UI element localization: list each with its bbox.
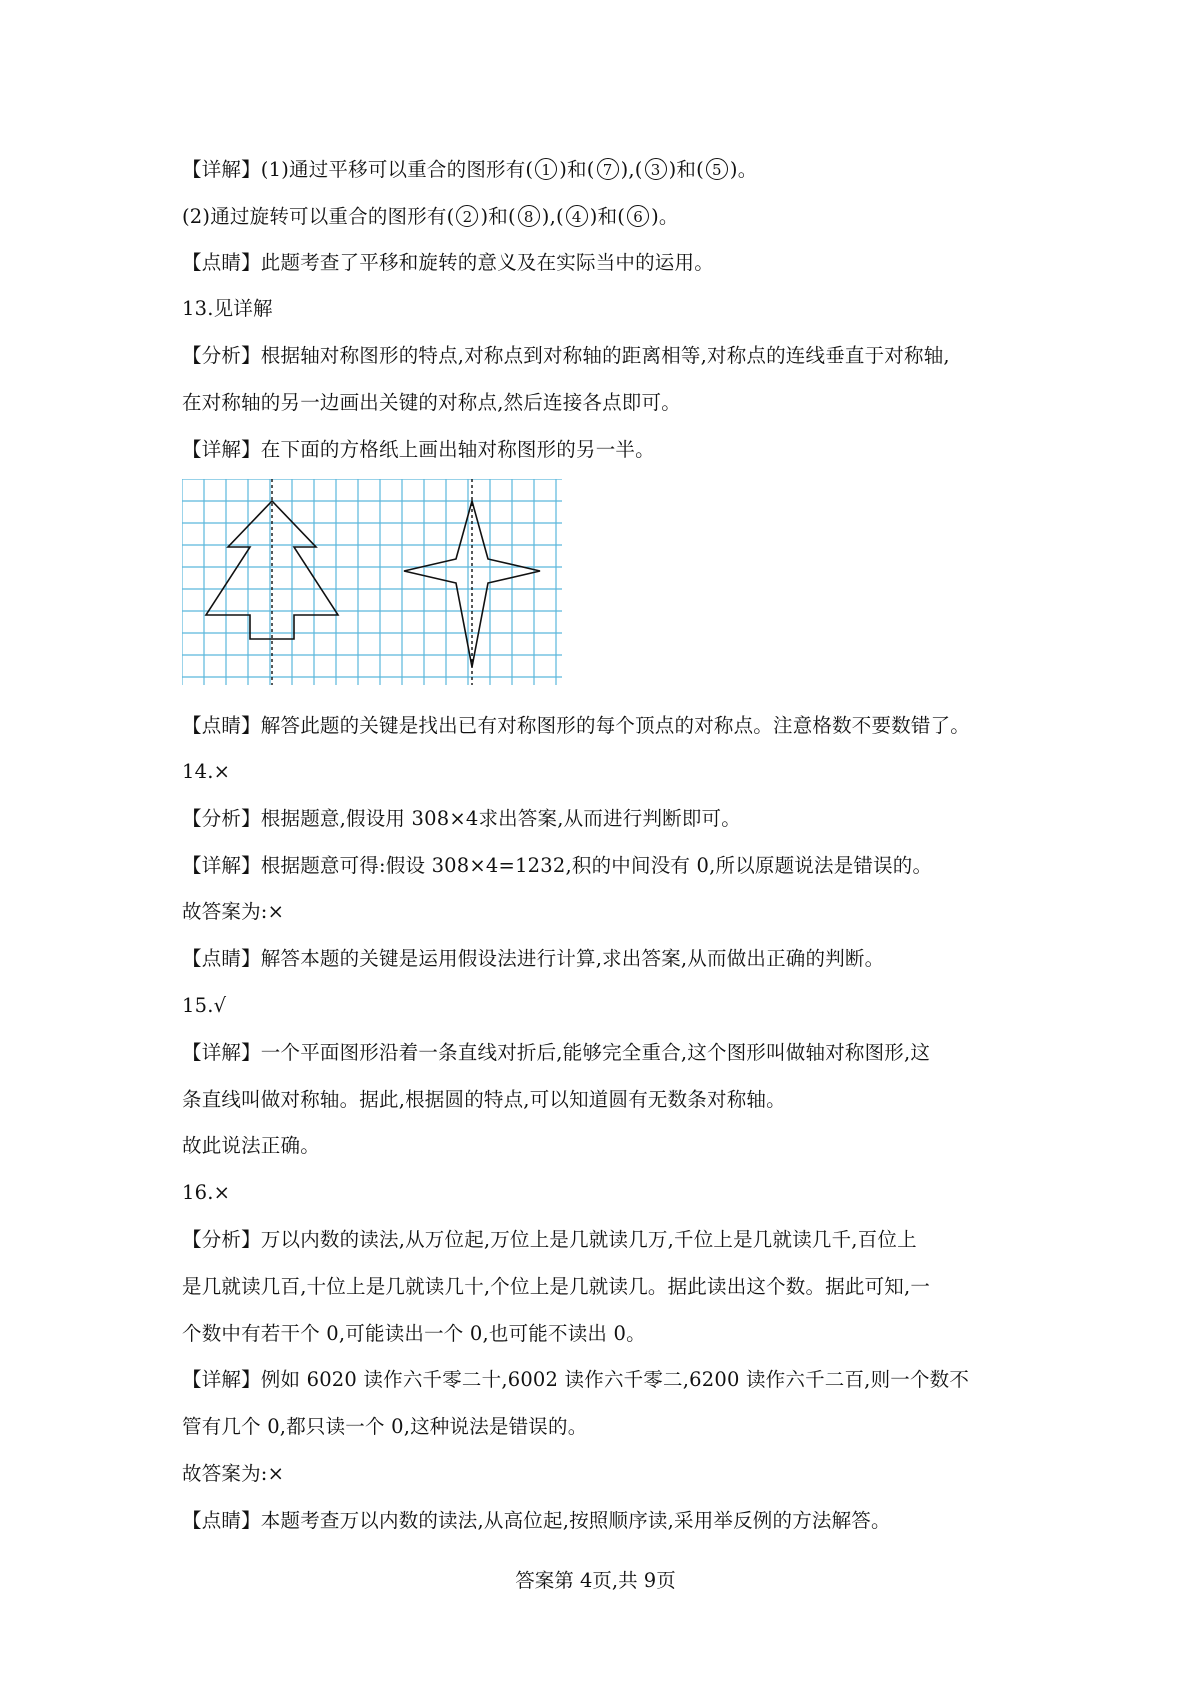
q16-analysis-line3: 个数中有若干个 0,可能读出一个 0,也可能不读出 0。 <box>182 1322 646 1345</box>
circled-number: 7 <box>597 158 619 180</box>
q12-detail-line2: (2)通过旋转可以重合的图形有( 2 )和( 8 ),( 4 )和( 6 )。 <box>182 205 679 228</box>
q14-heading: 14.× <box>182 760 231 783</box>
q14-analysis: 【分析】根据题意,假设用 308×4求出答案,从而进行判断即可。 <box>182 807 741 830</box>
circled-number: 6 <box>627 205 649 227</box>
circled-number: 4 <box>566 205 588 227</box>
q15-heading: 15.√ <box>182 994 227 1017</box>
circled-number: 5 <box>706 158 728 180</box>
q14-answer: 故答案为:× <box>182 900 285 923</box>
q13-analysis-line2: 在对称轴的另一边画出关键的对称点,然后连接各点即可。 <box>182 391 681 414</box>
q12-note: 【点睛】此题考查了平移和旋转的意义及在实际当中的运用。 <box>182 251 714 274</box>
q13-heading: 13.见详解 <box>182 297 273 320</box>
q14-note: 【点睛】解答本题的关键是运用假设法进行计算,求出答案,从而做出正确的判断。 <box>182 947 885 970</box>
q16-note: 【点睛】本题考查万以内数的读法,从高位起,按照顺序读,采用举反例的方法解答。 <box>182 1509 891 1532</box>
q16-heading: 16.× <box>182 1181 231 1204</box>
q12-detail-line1: 【详解】(1)通过平移可以重合的图形有( 1 )和( 7 ),( 3 )和( 5 )。 <box>182 158 758 181</box>
q16-analysis-line2: 是几就读几百,十位上是几就读几十,个位上是几就读几。据此读出这个数。据此可知,一 <box>182 1275 931 1298</box>
q14-detail: 【详解】根据题意可得:假设 308×4=1232,积的中间没有 0,所以原题说法是错误的。 <box>182 854 933 877</box>
q15-detail-line1: 【详解】一个平面图形沿着一条直线对折后,能够完全重合,这个图形叫做轴对称图形,这 <box>182 1041 931 1064</box>
page-footer: 答案第 4页,共 9页 <box>515 1569 676 1592</box>
q15-answer: 故此说法正确。 <box>182 1134 320 1157</box>
q13-note: 【点睛】解答此题的关键是找出已有对称图形的每个顶点的对称点。注意格数不要数错了。 <box>182 714 971 737</box>
circled-number: 2 <box>456 205 478 227</box>
grid-lines <box>182 479 562 685</box>
circled-number: 8 <box>518 205 540 227</box>
q13-detail: 【详解】在下面的方格纸上画出轴对称图形的另一半。 <box>182 438 655 461</box>
circled-number: 1 <box>535 158 557 180</box>
q16-answer: 故答案为:× <box>182 1462 285 1485</box>
q16-analysis-line1: 【分析】万以内数的读法,从万位起,万位上是几就读几万,千位上是几就读几千,百位上 <box>182 1228 917 1251</box>
q13-analysis-line1: 【分析】根据轴对称图形的特点,对称点到对称轴的距离相等,对称点的连线垂直于对称轴, <box>182 344 950 367</box>
symmetry-grid-figure <box>182 479 562 685</box>
q16-detail-line1: 【详解】例如 6020 读作六千零二十,6002 读作六千零二,6200 读作六千二百,则一个数不 <box>182 1368 970 1391</box>
q16-detail-line2: 管有几个 0,都只读一个 0,这种说法是错误的。 <box>182 1415 588 1438</box>
circled-number: 3 <box>645 158 667 180</box>
q15-detail-line2: 条直线叫做对称轴。据此,根据圆的特点,可以知道圆有无数条对称轴。 <box>182 1088 786 1111</box>
